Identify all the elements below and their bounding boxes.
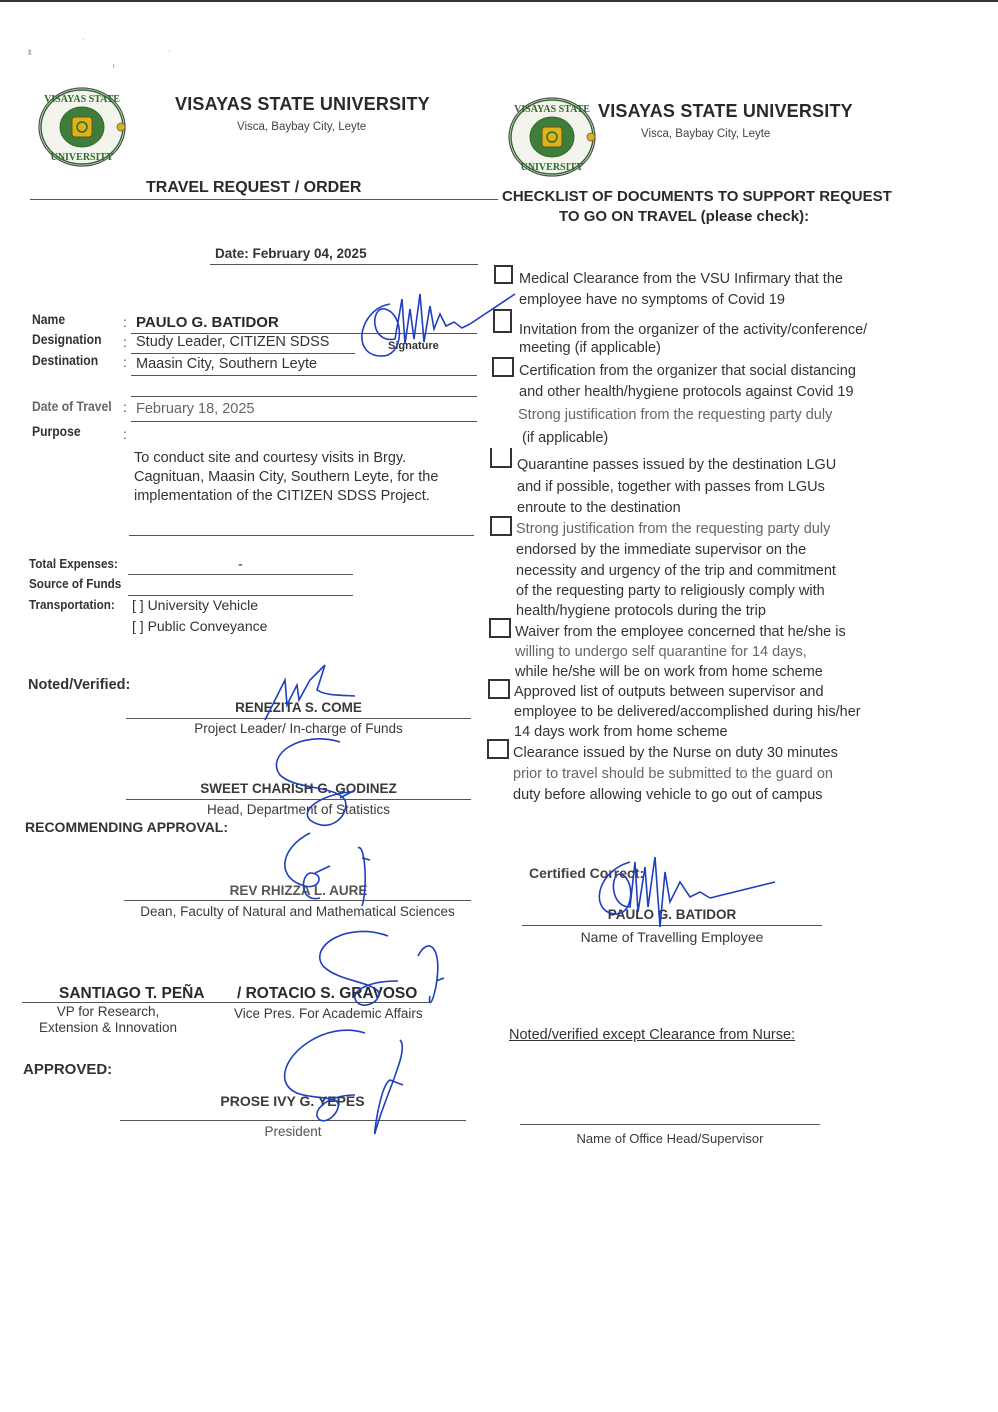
date-of-travel-label: Date of Travel bbox=[32, 399, 112, 414]
designation-colon: : bbox=[123, 335, 127, 350]
signatory-role: Head, Department of Statistics bbox=[206, 802, 391, 817]
approved-label: APPROVED: bbox=[23, 1061, 113, 1078]
traveller-role: Name of Travelling Employee bbox=[580, 929, 764, 945]
checklist-item-text: and other health/hygiene protocols against Covid 19 bbox=[519, 384, 854, 400]
checklist-checkbox[interactable] bbox=[487, 739, 509, 759]
signatory-role: President bbox=[264, 1124, 322, 1139]
yepes-signature bbox=[275, 1025, 415, 1140]
checklist-title: CHECKLIST OF DOCUMENTS TO SUPPORT REQUEST bbox=[502, 188, 892, 205]
recommending-approval-label: RECOMMENDING APPROVAL: bbox=[25, 819, 228, 835]
name-colon: : bbox=[123, 315, 127, 330]
signature-caption: Signature bbox=[388, 340, 439, 352]
checklist-checkbox[interactable] bbox=[490, 448, 512, 468]
transport-option-label: Public Conveyance bbox=[147, 618, 268, 634]
checklist-item-text: Waiver from the employee concerned that he/she is bbox=[515, 624, 846, 640]
transport-option-university-vehicle[interactable] bbox=[132, 597, 258, 613]
checklist-item-text: 14 days work from home scheme bbox=[514, 724, 728, 740]
checklist-item-text: Strong justification from the requesting party duly bbox=[516, 521, 831, 537]
vsu-seal-icon bbox=[37, 86, 127, 168]
checklist-item-text: prior to travel should be submitted to the guard on bbox=[513, 766, 833, 782]
checklist-item-text: employee to be delivered/accomplished during his/her bbox=[514, 704, 861, 720]
purpose-line: Cagnituan, Maasin City, Southern Leyte, for the bbox=[134, 469, 439, 485]
noted-verified-label: Noted/Verified: bbox=[28, 677, 131, 693]
checklist-checkbox[interactable] bbox=[489, 618, 511, 638]
date-of-travel-underline bbox=[131, 421, 477, 422]
checklist-item-text: necessity and urgency of the trip and commitment bbox=[516, 563, 836, 579]
signatory-name: / ROTACIO S. GRAVOSO bbox=[237, 985, 418, 1002]
checklist-item-text: Certification from the organizer that social distancing bbox=[519, 363, 856, 379]
checkbox-icon[interactable]: [ ] bbox=[132, 597, 144, 613]
designation-label: Designation bbox=[32, 332, 102, 347]
checklist-item-text: Clearance issued by the Nurse on duty 30 minutes bbox=[513, 745, 838, 761]
checklist-subtitle: TO GO ON TRAVEL (please check): bbox=[559, 208, 810, 225]
checklist-item-text: enroute to the destination bbox=[517, 500, 681, 516]
come-signature bbox=[255, 660, 365, 730]
signature-line bbox=[522, 925, 822, 926]
purpose-colon: : bbox=[123, 427, 127, 442]
transportation-label: Transportation: bbox=[29, 597, 115, 612]
svg-text:UNIVERSITY: UNIVERSITY bbox=[50, 152, 114, 163]
checklist-checkbox[interactable] bbox=[488, 679, 510, 699]
svg-text:VISAYAS STATE: VISAYAS STATE bbox=[514, 104, 590, 115]
checklist-item-text: Invitation from the organizer of the activity/conference/ bbox=[519, 322, 868, 338]
date-of-travel-colon: : bbox=[123, 400, 127, 415]
form-title: TRAVEL REQUEST / ORDER bbox=[146, 179, 362, 196]
checklist-checkbox[interactable] bbox=[490, 516, 512, 536]
signature-line bbox=[520, 1124, 820, 1125]
date-underline bbox=[210, 264, 478, 265]
total-expenses-label: Total Expenses: bbox=[29, 556, 118, 571]
signatory-role: Vice Pres. For Academic Affairs bbox=[234, 1006, 423, 1021]
destination-underline bbox=[131, 375, 477, 376]
destination-extra-line bbox=[131, 396, 477, 397]
certified-correct-label: Certified Correct: bbox=[529, 865, 645, 881]
transport-option-label: University Vehicle bbox=[147, 597, 259, 613]
checklist-item-text: and if possible, together with passes from LGUs bbox=[517, 479, 825, 495]
vsu-seal-icon bbox=[507, 96, 597, 178]
supervisor-role: Name of Office Head/Supervisor bbox=[576, 1131, 764, 1146]
scan-speck: · bbox=[82, 36, 85, 43]
university-name: VISAYAS STATE UNIVERSITY bbox=[598, 101, 853, 121]
checklist-item-text: Approved list of outputs between supervisor and bbox=[514, 684, 824, 700]
name-label: Name bbox=[32, 312, 66, 327]
purpose-label: Purpose bbox=[32, 424, 81, 439]
checklist-item-text: of the requesting party to religiously comply with bbox=[516, 583, 825, 599]
signatory-role bbox=[28, 1004, 188, 1036]
checkbox-icon[interactable]: [ ] bbox=[132, 618, 144, 634]
signature-line bbox=[22, 1002, 430, 1003]
transport-option-public-conveyance[interactable] bbox=[132, 618, 267, 634]
request-date: Date: February 04, 2025 bbox=[215, 246, 367, 261]
signatory-role: Project Leader/ In-charge of Funds bbox=[194, 721, 403, 736]
checklist-item-text: Strong justification from the requesting party duly bbox=[518, 407, 833, 423]
university-address: Visca, Baybay City, Leyte bbox=[641, 128, 771, 140]
role-line: VP for Research, bbox=[56, 1004, 160, 1019]
signature-line bbox=[120, 1120, 466, 1121]
signature-line bbox=[126, 799, 471, 800]
signature-line bbox=[126, 718, 471, 719]
checklist-item-text: Quarantine passes issued by the destination LGU bbox=[517, 457, 837, 473]
purpose-line: To conduct site and courtesy visits in Brgy. bbox=[134, 450, 407, 466]
date-of-travel-value[interactable]: February 18, 2025 bbox=[136, 401, 255, 417]
purpose-line: implementation of the CITIZEN SDSS Project. bbox=[134, 488, 430, 504]
checklist-item-text: employee have no symptoms of Covid 19 bbox=[519, 292, 785, 308]
checklist-item-text: Medical Clearance from the VSU Infirmary that the bbox=[519, 271, 843, 287]
university-name: VISAYAS STATE UNIVERSITY bbox=[175, 94, 430, 114]
signatory-name: SANTIAGO T. PEÑA bbox=[59, 985, 205, 1002]
checklist-item-text: endorsed by the immediate supervisor on the bbox=[516, 542, 807, 558]
top-border bbox=[0, 0, 998, 2]
svg-text:UNIVERSITY: UNIVERSITY bbox=[520, 162, 584, 173]
university-address: Visca, Baybay City, Leyte bbox=[237, 121, 367, 133]
scan-speck: ʬ bbox=[28, 50, 32, 57]
checklist-item-text: meeting (if applicable) bbox=[519, 340, 661, 356]
title-underline bbox=[30, 199, 498, 200]
noted-except-nurse-label: Noted/verified except Clearance from Nurse: bbox=[509, 1027, 796, 1043]
designation-underline bbox=[131, 353, 355, 354]
signatory-name: PROSE IVY G. YEPES bbox=[220, 1093, 365, 1109]
signatory-name: REV RHIZZA L. AURE bbox=[229, 883, 368, 898]
checklist-checkbox[interactable] bbox=[493, 309, 512, 333]
source-of-funds-label: Source of Funds bbox=[29, 576, 122, 591]
checklist-item-text: willing to undergo self quarantine for 14 days, bbox=[515, 644, 807, 660]
signatory-role: Dean, Faculty of Natural and Mathematical Sciences bbox=[140, 904, 455, 919]
source-of-funds-underline bbox=[128, 595, 353, 596]
total-expenses-underline bbox=[128, 574, 353, 575]
traveller-name: PAULO G. BATIDOR bbox=[607, 907, 737, 922]
designation-value[interactable]: Study Leader, CITIZEN SDSS bbox=[136, 334, 330, 350]
scan-speck: · bbox=[168, 48, 171, 55]
destination-colon: : bbox=[123, 355, 127, 370]
checklist-item-text: while he/she will be on work from home scheme bbox=[515, 664, 823, 680]
destination-value[interactable]: Maasin City, Southern Leyte bbox=[136, 356, 318, 372]
name-value[interactable]: PAULO G. BATIDOR bbox=[136, 314, 279, 331]
total-expenses-value[interactable]: - bbox=[238, 557, 243, 573]
signatory-name: SWEET CHARISH G. GODINEZ bbox=[200, 781, 397, 796]
checklist-item-text: health/hygiene protocols during the trip bbox=[516, 603, 766, 619]
checklist-checkbox[interactable] bbox=[492, 357, 514, 377]
purpose-underline bbox=[129, 535, 474, 536]
checklist-checkbox[interactable] bbox=[494, 265, 513, 284]
checklist-item-text: (if applicable) bbox=[522, 430, 609, 446]
checklist-item-text: duty before allowing vehicle to go out of campus bbox=[513, 787, 823, 803]
svg-text:VISAYAS STATE: VISAYAS STATE bbox=[44, 94, 120, 105]
role-line: Extension & Innovation bbox=[38, 1020, 178, 1035]
purpose-text[interactable] bbox=[134, 449, 484, 506]
scan-speck: ι bbox=[113, 63, 115, 70]
signatory-name: RENEZITA S. COME bbox=[235, 700, 362, 715]
signature-line bbox=[124, 900, 471, 901]
destination-label: Destination bbox=[32, 353, 99, 368]
